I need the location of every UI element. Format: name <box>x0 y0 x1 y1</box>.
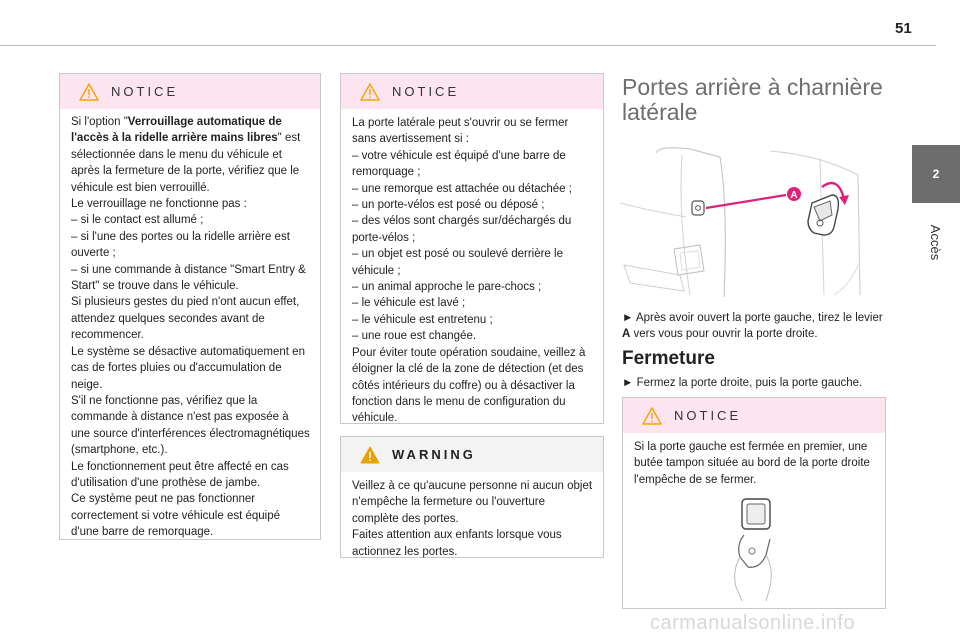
warning-body <box>341 472 603 560</box>
notice-line: Le système se désactive automatiquement en cas de fortes pluies ou d'accumulation de neige. <box>71 345 305 391</box>
notice-line: Le fonctionnement peut être affecté en cas d'utilisation d'une prothèse de jambe. <box>71 460 289 489</box>
notice-header <box>341 74 603 109</box>
callout-a-label: A <box>790 190 798 201</box>
warning-triangle-outline-icon <box>79 83 99 101</box>
notice-line: – un objet est posé ou soulevé derrière le véhicule ; <box>352 248 563 277</box>
chapter-number: 2 <box>932 167 940 181</box>
notice-body <box>60 109 320 541</box>
notice-line: S'il ne fonctionne pas, vérifiez que la commande à distance n'est pas exposée à une source d'interférences électromagnétiques (smartphone, etc.). <box>71 394 310 457</box>
notice-header <box>623 398 885 433</box>
notice-line: – si l'une des portes ou la ridelle arrière est ouverte ; <box>71 230 290 260</box>
notice-label: NOTICE <box>392 84 460 99</box>
chapter-title: Accès <box>928 224 944 260</box>
warning-triangle-outline-icon <box>360 83 380 101</box>
warning-line: Faites attention aux enfants lorsque vous actionnez les portes. <box>352 529 562 558</box>
notice-line: – le véhicule est entretenu ; <box>352 313 493 326</box>
warning-header <box>341 437 603 472</box>
notice-line: – une roue est changée. <box>352 330 477 343</box>
closing-instruction: ► Fermez la porte droite, puis la porte gauche. <box>622 377 863 389</box>
notice-label: NOTICE <box>111 84 179 99</box>
notice-body <box>341 109 603 427</box>
page-number: 51 <box>895 20 912 37</box>
notice-line: – un animal approche le pare-chocs ; <box>352 281 542 294</box>
notice-line: Ce système peut ne pas fonctionner correctement si votre véhicule est équipé d'une barre de remorquage. <box>71 493 281 539</box>
notice-line: – une remorque est attachée ou détachée ; <box>352 182 572 195</box>
notice-header <box>60 74 320 109</box>
warning-label: WARNING <box>392 447 476 462</box>
notice-line: Pour éviter toute opération soudaine, veillez à éloigner la clé de la zone de détection (et des côtés intérieurs du coffre) ou à désactiver la fonction dans le menu de configuration du véhicule. <box>352 346 586 425</box>
notice-line: – un porte-vélos est posé ou déposé ; <box>352 199 545 212</box>
door-stop-buffer-illustration <box>726 495 786 605</box>
header-rule <box>0 45 936 46</box>
chapter-label <box>906 212 960 272</box>
warning-box <box>340 436 604 558</box>
notice-box-auto-lock <box>59 73 321 540</box>
warning-line: Veillez à ce qu'aucune personne ni aucun objet n'empêche la fermeture ou l'ouverture complète des portes. <box>352 480 593 525</box>
warning-triangle-filled-icon <box>360 446 380 464</box>
open-right-door-instruction: ► Après avoir ouvert la porte gauche, tirez le levier A vers vous pour ouvrir la porte droite. <box>622 312 883 341</box>
notice-line: La porte latérale peut s'ouvrir ou se fermer sans avertissement si : <box>352 117 569 146</box>
notice-text: Si la porte gauche est fermée en premier, une butée tampon située au bord de la porte droite l'empêche de se fermer. <box>634 441 870 486</box>
section-title: Portes arrière à charnière latérale <box>622 74 883 125</box>
notice-box-side-door <box>340 73 604 424</box>
notice-line: – si une commande à distance "Smart Entry & Start" se trouve dans le véhicule. <box>71 263 306 293</box>
closing-title: Fermeture <box>622 348 715 369</box>
notice-label: NOTICE <box>674 408 742 423</box>
chapter-tab[interactable] <box>912 145 960 203</box>
notice-line: Le verrouillage ne fonctionne pas : <box>71 198 247 211</box>
notice-line: Si plusieurs gestes du pied n'ont aucun effet, attendez quelques secondes avant de recommencer. <box>71 296 300 342</box>
notice-line: – des vélos sont chargés sur/déchargés du porte-vélos ; <box>352 215 572 244</box>
rear-door-lever-illustration <box>620 145 865 305</box>
warning-triangle-outline-icon <box>642 407 662 425</box>
notice-line: – le véhicule est lavé ; <box>352 297 466 310</box>
notice-body <box>623 433 885 488</box>
watermark: carmanualsonline.info <box>650 612 856 634</box>
notice-line: – votre véhicule est équipé d'une barre de remorquage ; <box>352 149 566 179</box>
notice-line: – si le contact est allumé ; <box>71 214 204 227</box>
notice-intro: Si l'option "Verrouillage automatique de l'accès à la ridelle arrière mains libres" est sélectionnée dans le menu du véhicule et après la fermeture de la porte, vérifiez que le véhicule est bien verrouillé. <box>71 116 301 194</box>
